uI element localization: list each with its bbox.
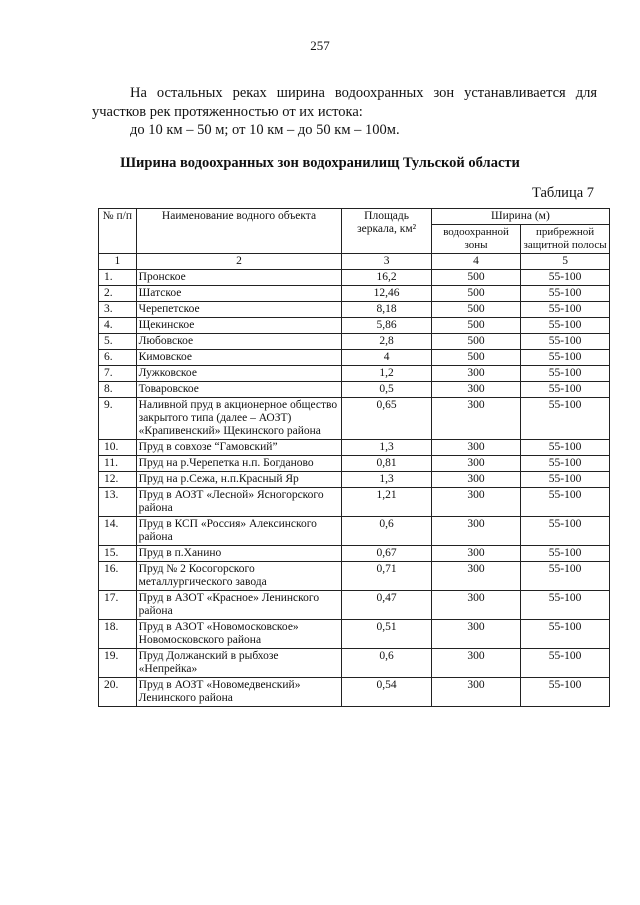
header-area [342,209,432,254]
cell-name: Наливной пруд в акционерное общество закрытого типа (далее – АОЗТ) «Крапивенский» Щекинского района [136,398,342,440]
table-row [99,620,610,649]
cell-name: Пруд в совхозе “Гамовский” [136,440,342,456]
cell-area: 0,6 [342,517,432,546]
cell-name: Пруд на р.Черепетка н.п. Богданово [136,456,342,472]
cell-area: 1,3 [342,440,432,456]
table-heading: Ширина водоохранных зон водохранилищ Тульской области [120,155,520,171]
column-number: 5 [521,254,610,270]
cell-area: 0,81 [342,456,432,472]
cell-name: Лужковское [136,366,342,382]
cell-zone: 300 [431,649,520,678]
cell-belt: 55-100 [521,562,610,591]
column-number: 1 [99,254,137,270]
cell-zone: 300 [431,488,520,517]
cell-belt: 55-100 [521,620,610,649]
cell-area: 0,54 [342,678,432,707]
cell-area: 2,8 [342,334,432,350]
table-row [99,270,610,286]
header-belt: прибрежной защитной полосы [521,225,610,254]
cell-zone: 500 [431,286,520,302]
cell-zone: 500 [431,334,520,350]
cell-name: Пруд в п.Ханино [136,546,342,562]
cell-zone: 300 [431,398,520,440]
cell-name: Шатское [136,286,342,302]
cell-zone: 300 [431,472,520,488]
table-row [99,334,610,350]
cell-num: 7. [99,366,137,382]
cell-zone: 500 [431,270,520,286]
header-num: № п/п [99,209,137,254]
cell-belt: 55-100 [521,546,610,562]
cell-num: 4. [99,318,137,334]
cell-zone: 300 [431,591,520,620]
cell-belt: 55-100 [521,591,610,620]
cell-num: 20. [99,678,137,707]
cell-num: 16. [99,562,137,591]
cell-zone: 300 [431,620,520,649]
cell-area: 0,6 [342,649,432,678]
cell-num: 8. [99,382,137,398]
cell-belt: 55-100 [521,456,610,472]
table-row [99,440,610,456]
cell-belt: 55-100 [521,302,610,318]
cell-belt: 55-100 [521,488,610,517]
table-row [99,488,610,517]
cell-area: 5,86 [342,318,432,334]
cell-belt: 55-100 [521,472,610,488]
table-row [99,456,610,472]
header-width-group: Ширина (м) [431,209,609,225]
cell-num: 6. [99,350,137,366]
cell-num: 15. [99,546,137,562]
table-row [99,398,610,440]
cell-name: Кимовское [136,350,342,366]
cell-belt: 55-100 [521,517,610,546]
cell-zone: 300 [431,546,520,562]
cell-num: 17. [99,591,137,620]
cell-num: 13. [99,488,137,517]
cell-area: 1,2 [342,366,432,382]
table-row [99,546,610,562]
cell-num: 2. [99,286,137,302]
cell-name: Пруд № 2 Косогорского металлургического завода [136,562,342,591]
column-number: 2 [136,254,342,270]
cell-name: Пруд в АОЗТ «Лесной» Ясногорского района [136,488,342,517]
cell-name: Пронское [136,270,342,286]
table-row [99,382,610,398]
cell-num: 3. [99,302,137,318]
header-area-text: Площадь зеркала, км² [357,210,417,235]
page-number: 257 [310,38,330,53]
cell-belt: 55-100 [521,334,610,350]
column-number-row [99,254,610,270]
table-row [99,591,610,620]
cell-num: 12. [99,472,137,488]
cell-belt: 55-100 [521,382,610,398]
cell-name: Пруд на р.Сежа, н.п.Красный Яр [136,472,342,488]
cell-num: 19. [99,649,137,678]
cell-zone: 300 [431,440,520,456]
cell-zone: 300 [431,382,520,398]
cell-area: 0,67 [342,546,432,562]
table-row [99,678,610,707]
cell-belt: 55-100 [521,649,610,678]
cell-belt: 55-100 [521,398,610,440]
cell-zone: 300 [431,456,520,472]
cell-area: 0,65 [342,398,432,440]
cell-belt: 55-100 [521,366,610,382]
table-row [99,286,610,302]
cell-num: 18. [99,620,137,649]
cell-zone: 300 [431,517,520,546]
cell-name: Любовское [136,334,342,350]
table-row [99,649,610,678]
cell-area: 0,71 [342,562,432,591]
cell-area: 16,2 [342,270,432,286]
cell-belt: 55-100 [521,286,610,302]
header-zone: водоохранной зоны [431,225,520,254]
cell-name: Пруд в АЗОТ «Новомосковское» Новомосковского района [136,620,342,649]
table-label: Таблица 7 [532,185,595,201]
table-row [99,472,610,488]
table-row [99,562,610,591]
cell-belt: 55-100 [521,270,610,286]
cell-area: 0,47 [342,591,432,620]
cell-name: Пруд в АОЗТ «Новомедвенский» Ленинского района [136,678,342,707]
cell-belt: 55-100 [521,350,610,366]
cell-name: Товаровское [136,382,342,398]
cell-area: 4 [342,350,432,366]
cell-zone: 300 [431,366,520,382]
table-row [99,318,610,334]
column-number: 3 [342,254,432,270]
table-row [99,366,610,382]
table-body [99,254,610,707]
cell-num: 9. [99,398,137,440]
intro-distances: до 10 км – 50 м; от 10 км – до 50 км – 100м. [130,122,400,138]
table-row [99,302,610,318]
cell-name: Пруд в КСП «Россия» Алексинского района [136,517,342,546]
cell-name: Черепетское [136,302,342,318]
cell-num: 14. [99,517,137,546]
column-number: 4 [431,254,520,270]
cell-zone: 500 [431,318,520,334]
cell-area: 0,51 [342,620,432,649]
cell-name: Пруд Должанский в рыбхозе «Непрейка» [136,649,342,678]
cell-area: 1,3 [342,472,432,488]
cell-area: 1,21 [342,488,432,517]
cell-name: Щекинское [136,318,342,334]
cell-zone: 500 [431,302,520,318]
reservoir-table [98,208,610,707]
table-row [99,517,610,546]
cell-zone: 300 [431,562,520,591]
intro-paragraph: На остальных реках ширина водоохранных зон устанавливается для участков рек протяженностью от их истока: [92,85,597,120]
cell-area: 12,46 [342,286,432,302]
header-name: Наименование водного объекта [136,209,342,254]
cell-num: 10. [99,440,137,456]
cell-name: Пруд в АЗОТ «Красное» Ленинского района [136,591,342,620]
cell-belt: 55-100 [521,440,610,456]
cell-area: 0,5 [342,382,432,398]
cell-num: 5. [99,334,137,350]
cell-belt: 55-100 [521,318,610,334]
table-row [99,350,610,366]
cell-area: 8,18 [342,302,432,318]
cell-zone: 500 [431,350,520,366]
cell-num: 1. [99,270,137,286]
cell-num: 11. [99,456,137,472]
cell-zone: 300 [431,678,520,707]
cell-belt: 55-100 [521,678,610,707]
